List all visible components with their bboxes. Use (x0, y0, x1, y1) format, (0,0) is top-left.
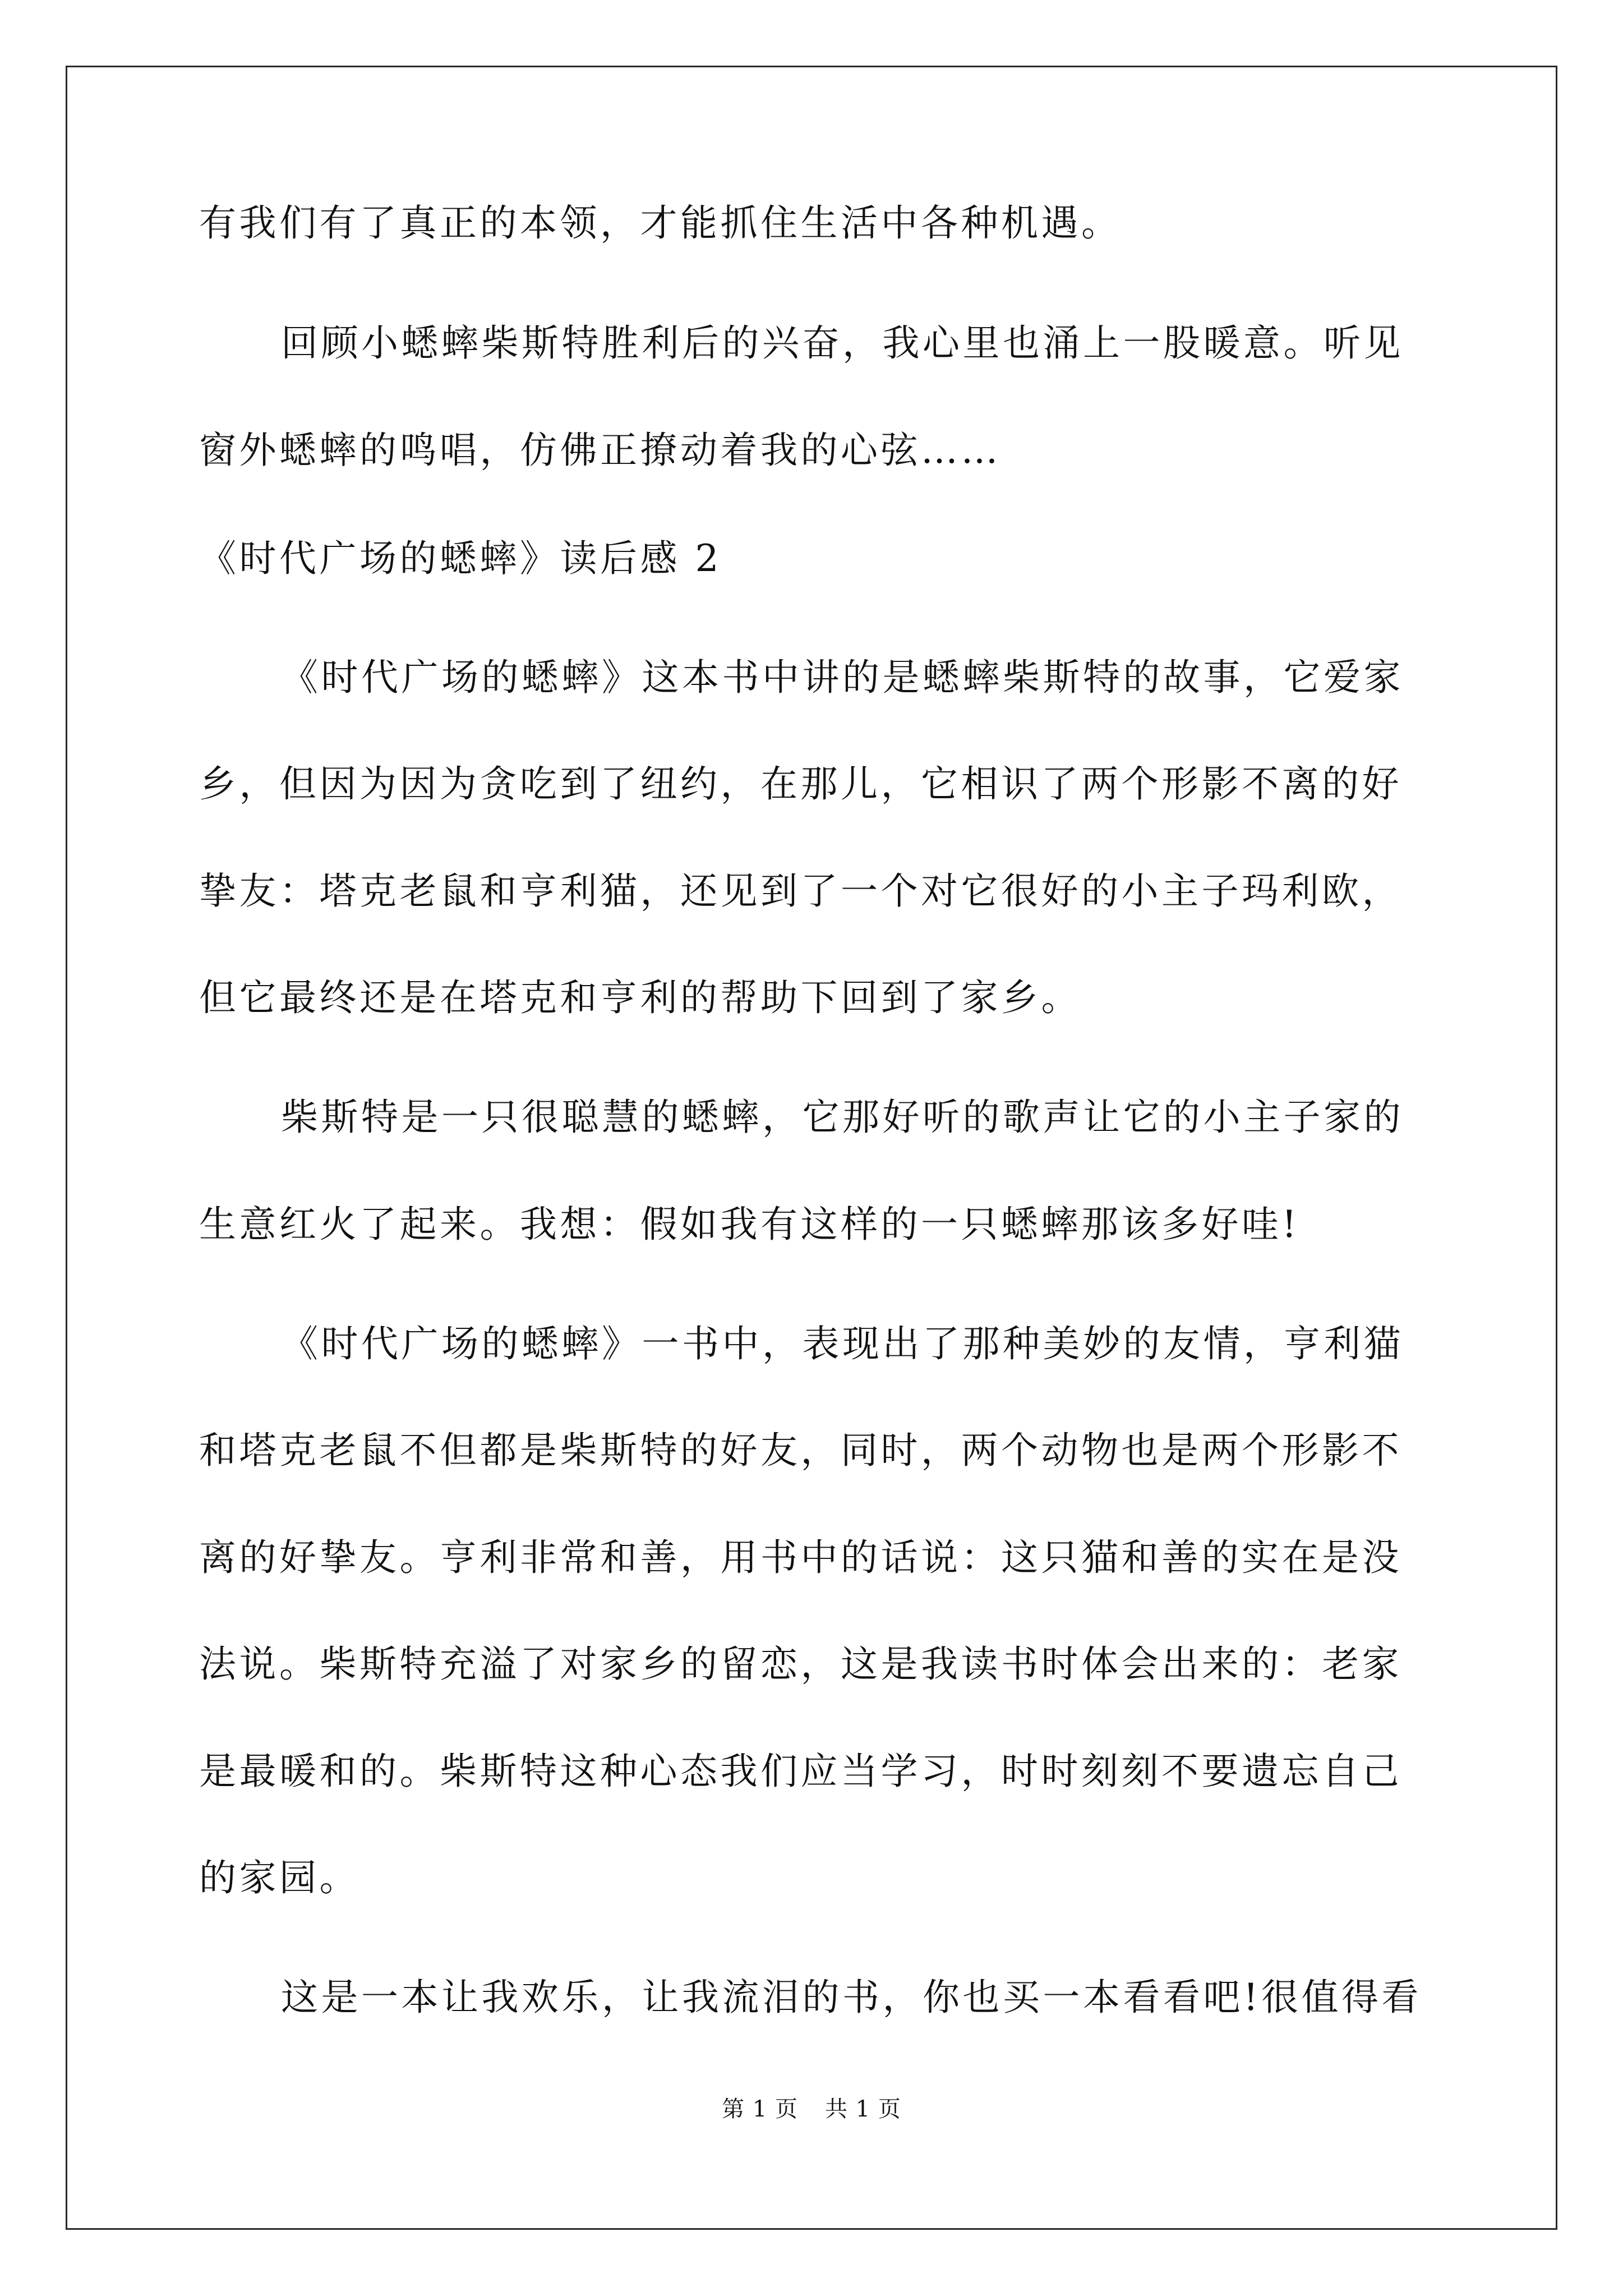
paragraph-line: 离的好挚友。亨利非常和善，用书中的话说：这只猫和善的实在是没 (199, 1536, 1402, 1579)
paragraph-line: 乡，但因为因为贪吃到了纽约，在那儿，它相识了两个形影不离的好 (199, 762, 1402, 806)
paragraph-line: 和塔克老鼠不但都是柴斯特的好友，同时，两个动物也是两个形影不 (199, 1429, 1402, 1472)
page-number: 第 1 页 (722, 2096, 798, 2122)
paragraph-line: 法说。柴斯特充溢了对家乡的留恋，这是我读书时体会出来的：老家 (199, 1642, 1402, 1686)
page-footer (0, 2098, 1623, 2120)
paragraph-line: 《时代广场的蟋蟀》这本书中讲的是蟋蟀柴斯特的故事，它爱家 (281, 656, 1404, 699)
paragraph-line: 这是一本让我欢乐，让我流泪的书，你也买一本看看吧!很值得看 (281, 1976, 1422, 2019)
page-total: 共 1 页 (825, 2096, 901, 2122)
paragraph-line: 是最暖和的。柴斯特这种心态我们应当学习，时时刻刻不要遗忘自己 (199, 1750, 1402, 1793)
paragraph-line: 柴斯特是一只很聪慧的蟋蟀，它那好听的歌声让它的小主子家的 (281, 1096, 1404, 1139)
paragraph-line: 的家园。 (199, 1856, 359, 1899)
paragraph-line: 有我们有了真正的本领，才能抓住生活中各种机遇。 (199, 201, 1122, 245)
paragraph-line: 挚友：塔克老鼠和亨利猫，还见到了一个对它很好的小主子玛利欧， (199, 869, 1402, 913)
section-heading: 《时代广场的蟋蟀》读后感 2 (199, 537, 722, 580)
paragraph-line: 《时代广场的蟋蟀》一书中，表现出了那种美妙的友情，亨利猫 (281, 1322, 1404, 1365)
page-border (66, 66, 1557, 2230)
paragraph-line: 窗外蟋蟀的鸣唱，仿佛正撩动着我的心弦…… (199, 429, 1001, 472)
paragraph-line: 回顾小蟋蟀柴斯特胜利后的兴奋，我心里也涌上一股暖意。听见 (281, 321, 1404, 365)
paragraph-line: 生意红火了起来。我想：假如我有这样的一只蟋蟀那该多好哇! (199, 1203, 1300, 1246)
paragraph-line: 但它最终还是在塔克和亨利的帮助下回到了家乡。 (199, 976, 1081, 1019)
